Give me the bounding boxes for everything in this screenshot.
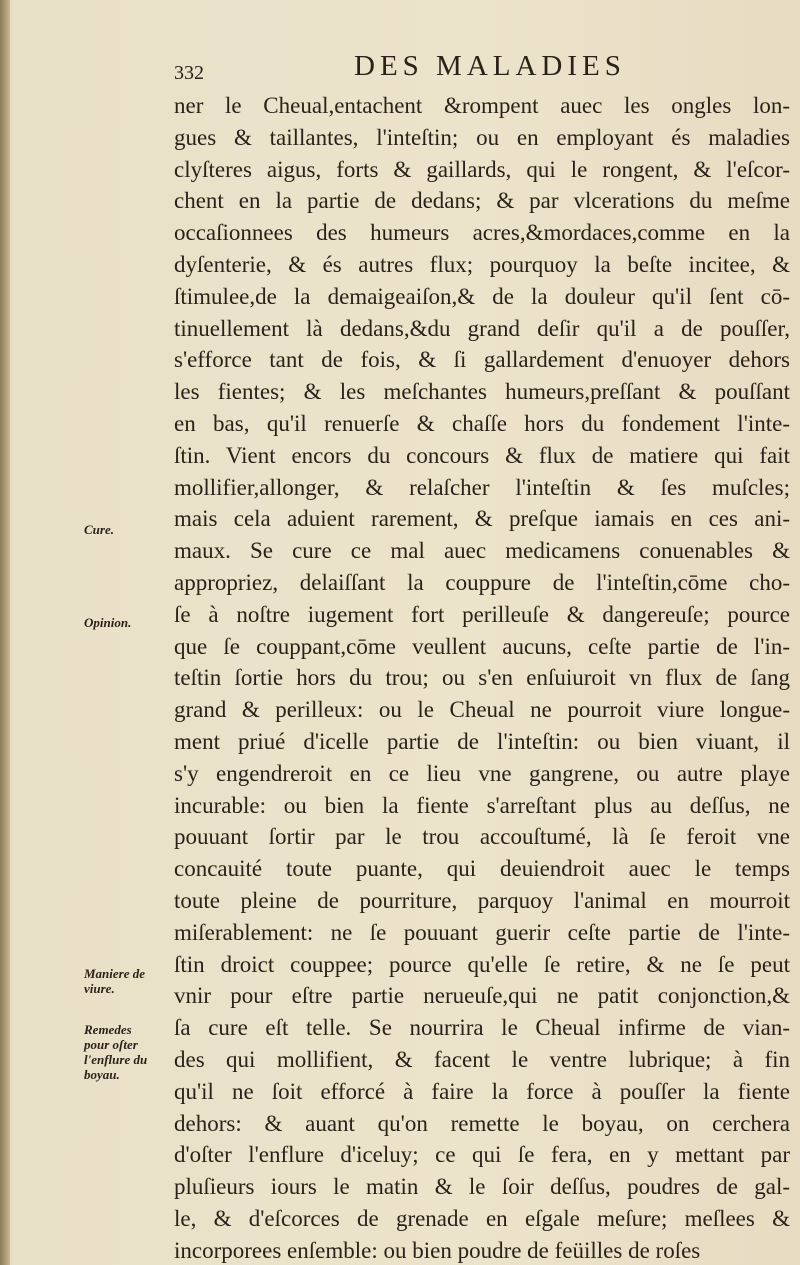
text-line: pouuant ſortir par le trou accouſtumé, là ſe feroit vne <box>174 824 790 850</box>
text-line: toute pleine de pourriture, parquoy l'animal en mourroit <box>174 887 790 913</box>
text-line: concauité toute puante, qui deuiendroit auec le temps <box>174 856 790 882</box>
text-line: vnir pour eſtre partie nerueuſe,qui ne patit conjonction,& <box>174 983 790 1009</box>
text-line: des qui mollifient, & facent le ventre lubrique; à fin <box>174 1046 790 1072</box>
text-line: gues & taillantes, l'inteſtin; ou en employant és maladies <box>174 124 790 150</box>
text-line: s'y engendreroit en ce lieu vne gangrene, ou autre playe <box>174 760 790 786</box>
text-line: qu'il ne ſoit efforcé à faire la force à pouſſer la fiente <box>174 1078 790 1104</box>
text-line: mollifier,allonger, & relaſcher l'inteſtin & ſes muſcles; <box>174 474 790 500</box>
margin-note-line: viure. <box>84 981 115 996</box>
text-line: les fientes; & les meſchantes humeurs,preſſant & pouſſant <box>174 379 790 405</box>
text-line: clyſteres aigus, forts & gaillards, qui le rongent, & l'eſcor- <box>174 156 790 182</box>
text-line: dyſenterie, & és autres flux; pourquoy la beſte incitee, & <box>174 251 790 277</box>
text-line: miſerablement: ne ſe pouuant guerir ceſte partie de l'inte- <box>174 919 790 945</box>
text-line: teſtin ſortie hors du trou; ou s'en enſuiuroit vn flux de ſang <box>174 665 790 691</box>
margin-note-line: Maniere de <box>84 966 146 981</box>
page-header <box>174 50 774 90</box>
text-line: grand & perilleux: ou le Cheual ne pourroit viure longue- <box>174 697 790 723</box>
page-gutter <box>0 0 10 1265</box>
text-line: incorporees enſemble: ou bien poudre de feüilles de roſes <box>174 1237 701 1263</box>
margin-note-maniere-de-vivre <box>84 966 172 996</box>
text-line: occaſionnees des humeurs acres,&mordaces,comme en la <box>174 220 790 246</box>
text-line: tinuellement là dedans,&du grand deſir qu'il a de pouſſer, <box>174 315 790 341</box>
text-line: ner le Cheual,entachent &rompent auec les ongles lon- <box>174 93 790 118</box>
text-line: appropriez, delaiſſant la couppure de l'inteſtin,cōme cho- <box>174 569 790 595</box>
main-text <box>174 90 790 1265</box>
margin-note-line: boyau. <box>84 1067 120 1082</box>
margin-note-cure <box>84 522 172 537</box>
text-line: d'oſter l'enflure d'iceluy; ce qui ſe fera, en y mettant par <box>174 1142 790 1168</box>
text-line: s'efforce tant de fois, & ſi gallardement d'enuoyer dehors <box>174 347 790 373</box>
text-line: ſtin. Vient encors du concours & flux de matiere qui fait <box>174 442 790 468</box>
text-line: ment priué d'icelle partie de l'inteſtin: ou bien viuant, il <box>174 728 790 754</box>
margin-note-opinion <box>84 615 172 630</box>
margin-note-line: Opinion. <box>84 615 132 630</box>
text-line: mais cela aduient rarement, & preſque iamais en ces ani- <box>174 506 790 532</box>
text-line: en bas, qu'il renuerſe & chaſſe hors du fondement l'inte- <box>174 410 790 436</box>
text-line: ſe à noſtre iugement fort perilleuſe & dangereuſe; pource <box>174 601 790 627</box>
text-line: ſa cure eſt telle. Se nourrira le Cheual infirme de vian- <box>174 1015 790 1041</box>
text-line: incurable: ou bien la fiente s'arreſtant plus au deſſus, ne <box>174 792 790 818</box>
text-line: dehors: & auant qu'on remette le boyau, on cerchera <box>174 1110 790 1136</box>
text-line: ſtimulee,de la demaigeaiſon,& de la douleur qu'il ſent cō- <box>174 283 790 309</box>
text-line: ſtin droict couppee; pource qu'elle ſe retire, & ne ſe peut <box>174 951 790 977</box>
text-line: le, & d'eſcorces de grenade en eſgale meſure; meſlees & <box>174 1205 790 1231</box>
margin-note-remedes <box>84 1022 172 1082</box>
margin-note-line: pour oſter <box>84 1037 138 1052</box>
text-line: que ſe couppant,cōme veullent aucuns, ceſte partie de l'in- <box>174 633 790 659</box>
margin-note-line: l'enflure du <box>84 1052 148 1067</box>
text-line: maux. Se cure ce mal auec medicamens conuenables & <box>174 538 790 564</box>
text-line: chent en la partie de dedans; & par vlcerations du meſme <box>174 188 790 214</box>
running-title: DES MALADIES <box>354 50 626 82</box>
page-number: 332 <box>174 62 204 84</box>
margin-note-line: Remedes <box>84 1022 132 1037</box>
text-line: pluſieurs iours le matin & le ſoir deſſus, poudres de gal- <box>174 1174 790 1200</box>
margin-note-line: Cure. <box>84 522 114 537</box>
